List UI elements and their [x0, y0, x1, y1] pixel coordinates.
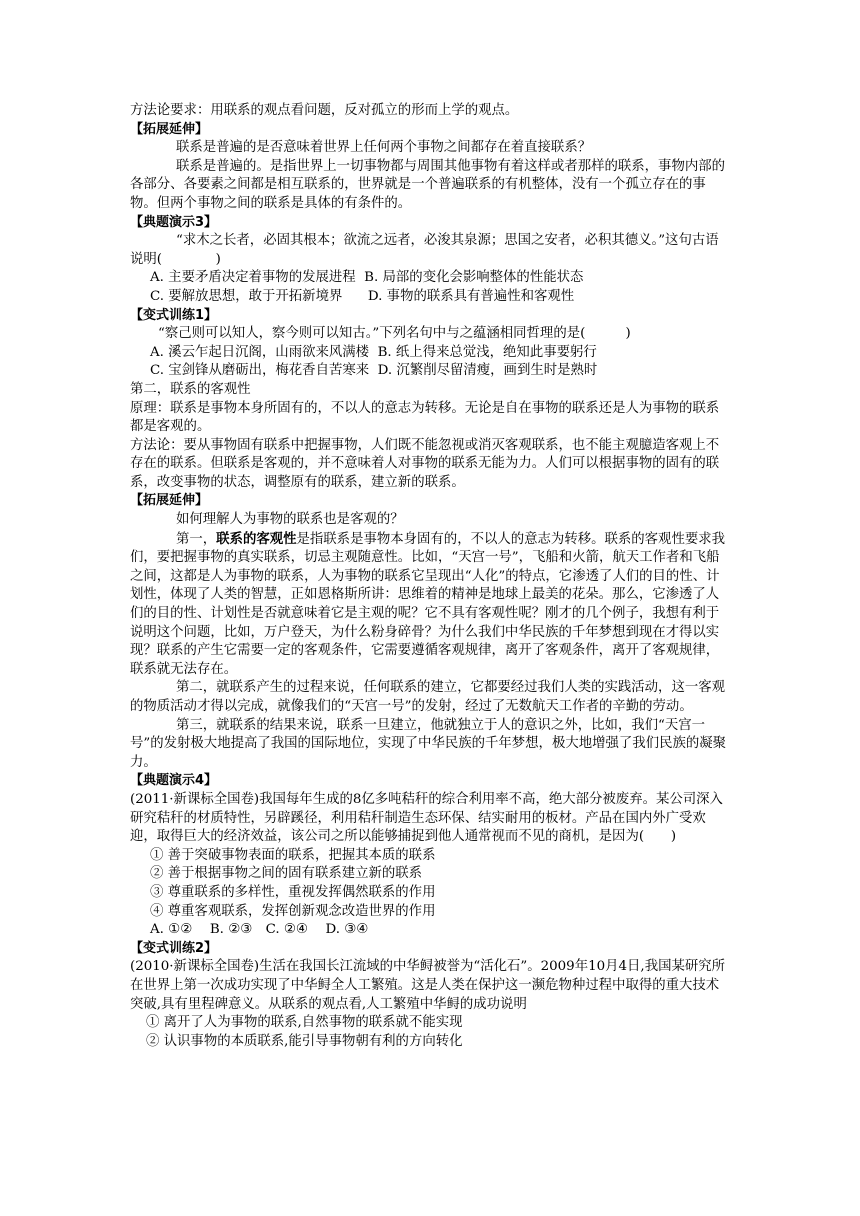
- explanation-paragraph: [130, 530, 730, 680]
- option-b: B. 局部的变化会影响整体的性能状态: [364, 270, 584, 286]
- explanation-paragraph: 第二，就联系产生的过程来说，任何联系的建立，它都要经过我们人类的实践活动，这一客观的物质活动才得以完成，就像我们的“天宫一号”的发射，经过了无数航天工作者的辛勤的劳动。: [130, 680, 726, 714]
- section-heading: 【典题演示4】: [130, 773, 218, 789]
- option-row: [130, 344, 730, 363]
- explanation-lead: 第一，: [176, 531, 217, 547]
- section-heading: 【典题演示3】: [130, 214, 218, 230]
- option-c: C. 宝剑锋从磨砺出，梅花香自苦寒来: [150, 363, 370, 379]
- question-text: 如何理解人为事物的联系也是客观的？: [176, 512, 404, 528]
- option-row: [130, 288, 730, 307]
- question-text: (2011·新课标全国卷)我国每年生成的8亿多吨秸秆的综合利用率不高，绝大部分被废弃。某公司深入研究秸秆的材质特性，另辟蹊径，利用秸秆制造生态环保、结实耐用的板材。产品在国内外广受欢迎，取得巨大的经济效益，该公司之所以能够捕捉到他人通常视而不见的商机，是因为( ): [130, 791, 723, 845]
- subsection-title: 第二，联系的客观性: [130, 381, 251, 397]
- section-heading: 【拓展延伸】: [130, 493, 209, 509]
- section-heading: 【变式训练2】: [130, 940, 218, 956]
- methodology-line: 方法论要求：用联系的观点看问题，反对孤立的形而上学的观点。: [130, 103, 519, 118]
- option-item: ① 离开了人为事物的联系,自然事物的联系就不能实现: [146, 1015, 463, 1031]
- section-heading: 【变式训练1】: [130, 307, 218, 323]
- question-text: “求木之长者，必固其根本；欲流之远者，必浚其泉源；思国之安者，必积其德义。”这句古语说明( ): [130, 233, 719, 267]
- option-row: [130, 269, 730, 288]
- option-a: A. 溪云乍起日沉阁，山雨欲来风满楼: [150, 344, 370, 360]
- option-row: [130, 362, 730, 381]
- option-c: C. 要解放思想，敢于开拓新境界: [150, 288, 343, 304]
- methodology-paragraph: 方法论：要从事物固有联系中把握事物，人们既不能忽视或消灭客观联系，也不能主观臆造客观上不存在的联系。但联系是客观的，并不意味着人对事物的联系无能为力。人们可以根据事物的固有的联系，改变事物的状态，调整原有的联系，建立新的联系。: [130, 437, 720, 490]
- explanation-paragraph: 第三，就联系的结果来说，联系一旦建立，他就独立于人的意识之外，比如，我们“天宫一号”的发射极大地提高了我国的国际地位，实现了中华民族的千年梦想，极大地增强了我们民族的凝聚力。: [130, 717, 727, 770]
- principle-paragraph: 原理：联系是事物本身所固有的，不以人的意志为转移。无论是自在事物的联系还是人为事物的联系都是客观的。: [130, 400, 720, 435]
- option-d: D. 事物的联系具有普遍性和客观性: [367, 288, 575, 304]
- option-item: ④ 尊重客观联系，发挥创新观念改造世界的作用: [150, 903, 436, 919]
- option-item: ③ 尊重联系的多样性，重视发挥偶然联系的作用: [150, 884, 436, 900]
- option-item: ② 认识事物的本质联系,能引导事物朝有利的方向转化: [146, 1033, 463, 1049]
- section-heading: 【拓展延伸】: [130, 121, 209, 137]
- option-item: ① 善于突破事物表面的联系，把握其本质的联系: [150, 847, 436, 863]
- question-text: (2010·新课标全国卷)生活在我国长江流域的中华鲟被誉为“活化石”。2009年10月4日,我国某研究所在世界上第一次成功实现了中华鲟全人工繁殖。这是人类在保护这一濒危物种过程中取得的重大技术突破,具有里程碑意义。从联系的观点看,人工繁殖中华鲟的成功说明: [130, 959, 726, 1012]
- keyword-objectivity: 联系的客观性: [216, 530, 297, 547]
- explanation-body: 是指联系是事物本身固有的，不以人的意志为转移。联系的客观性要求我们，要把握事物的真实联系，切忌主观随意性。比如，“天宫一号”，飞船和火箭，航天工作者和飞船之间，这都是人为事物的联系，人为事物的联系它呈现出“人化”的特点，它渗透了人们的目的性、计划性，体现了人类的智慧，正如恩格斯所讲：思维着的精神是地球上最美的花朵。那么，它渗透了人们的目的性、计划性是否就意味着它是主观的呢？它不具有客观性呢？刚才的几个例子，我想有利于说明这个问题，比如，万户登天，为什么粉身碎骨？为什么我们中华民族的千年梦想到现在才得以实现？联系的产生它需要一定的客观条件，它需要遵循客观规律，离开了客观条件，离开了客观规律，联系就无法存在。: [130, 531, 726, 677]
- answer-choices: A. ①② B. ②③ C. ②④ D. ③④: [150, 922, 369, 938]
- answer-paragraph: 联系是普遍的。是指世界上一切事物都与周围其他事物有着这样或者那样的联系，事物内部的各部分、各要素之间都是相互联系的，世界就是一个普遍联系的有机整体，没有一个孤立存在的事物。但两个事物之间的联系是具体的有条件的。: [130, 158, 726, 211]
- option-d: D. 沉繁削尽留清瘦，画到生时是熟时: [377, 363, 598, 379]
- question-text: “察己则可以知人，察今则可以知古。”下列名句中与之蕴涵相同哲理的是( ): [158, 326, 631, 342]
- document-page: [130, 102, 730, 1051]
- option-b: B. 纸上得来总觉浅，绝知此事要躬行: [377, 344, 597, 360]
- option-item: ② 善于根据事物之间的固有联系建立新的联系: [150, 866, 423, 882]
- question-text: 联系是普遍的是否意味着世界上任何两个事物之间都存在着直接联系？: [176, 140, 592, 156]
- option-a: A. 主要矛盾决定着事物的发展进程: [150, 270, 356, 286]
